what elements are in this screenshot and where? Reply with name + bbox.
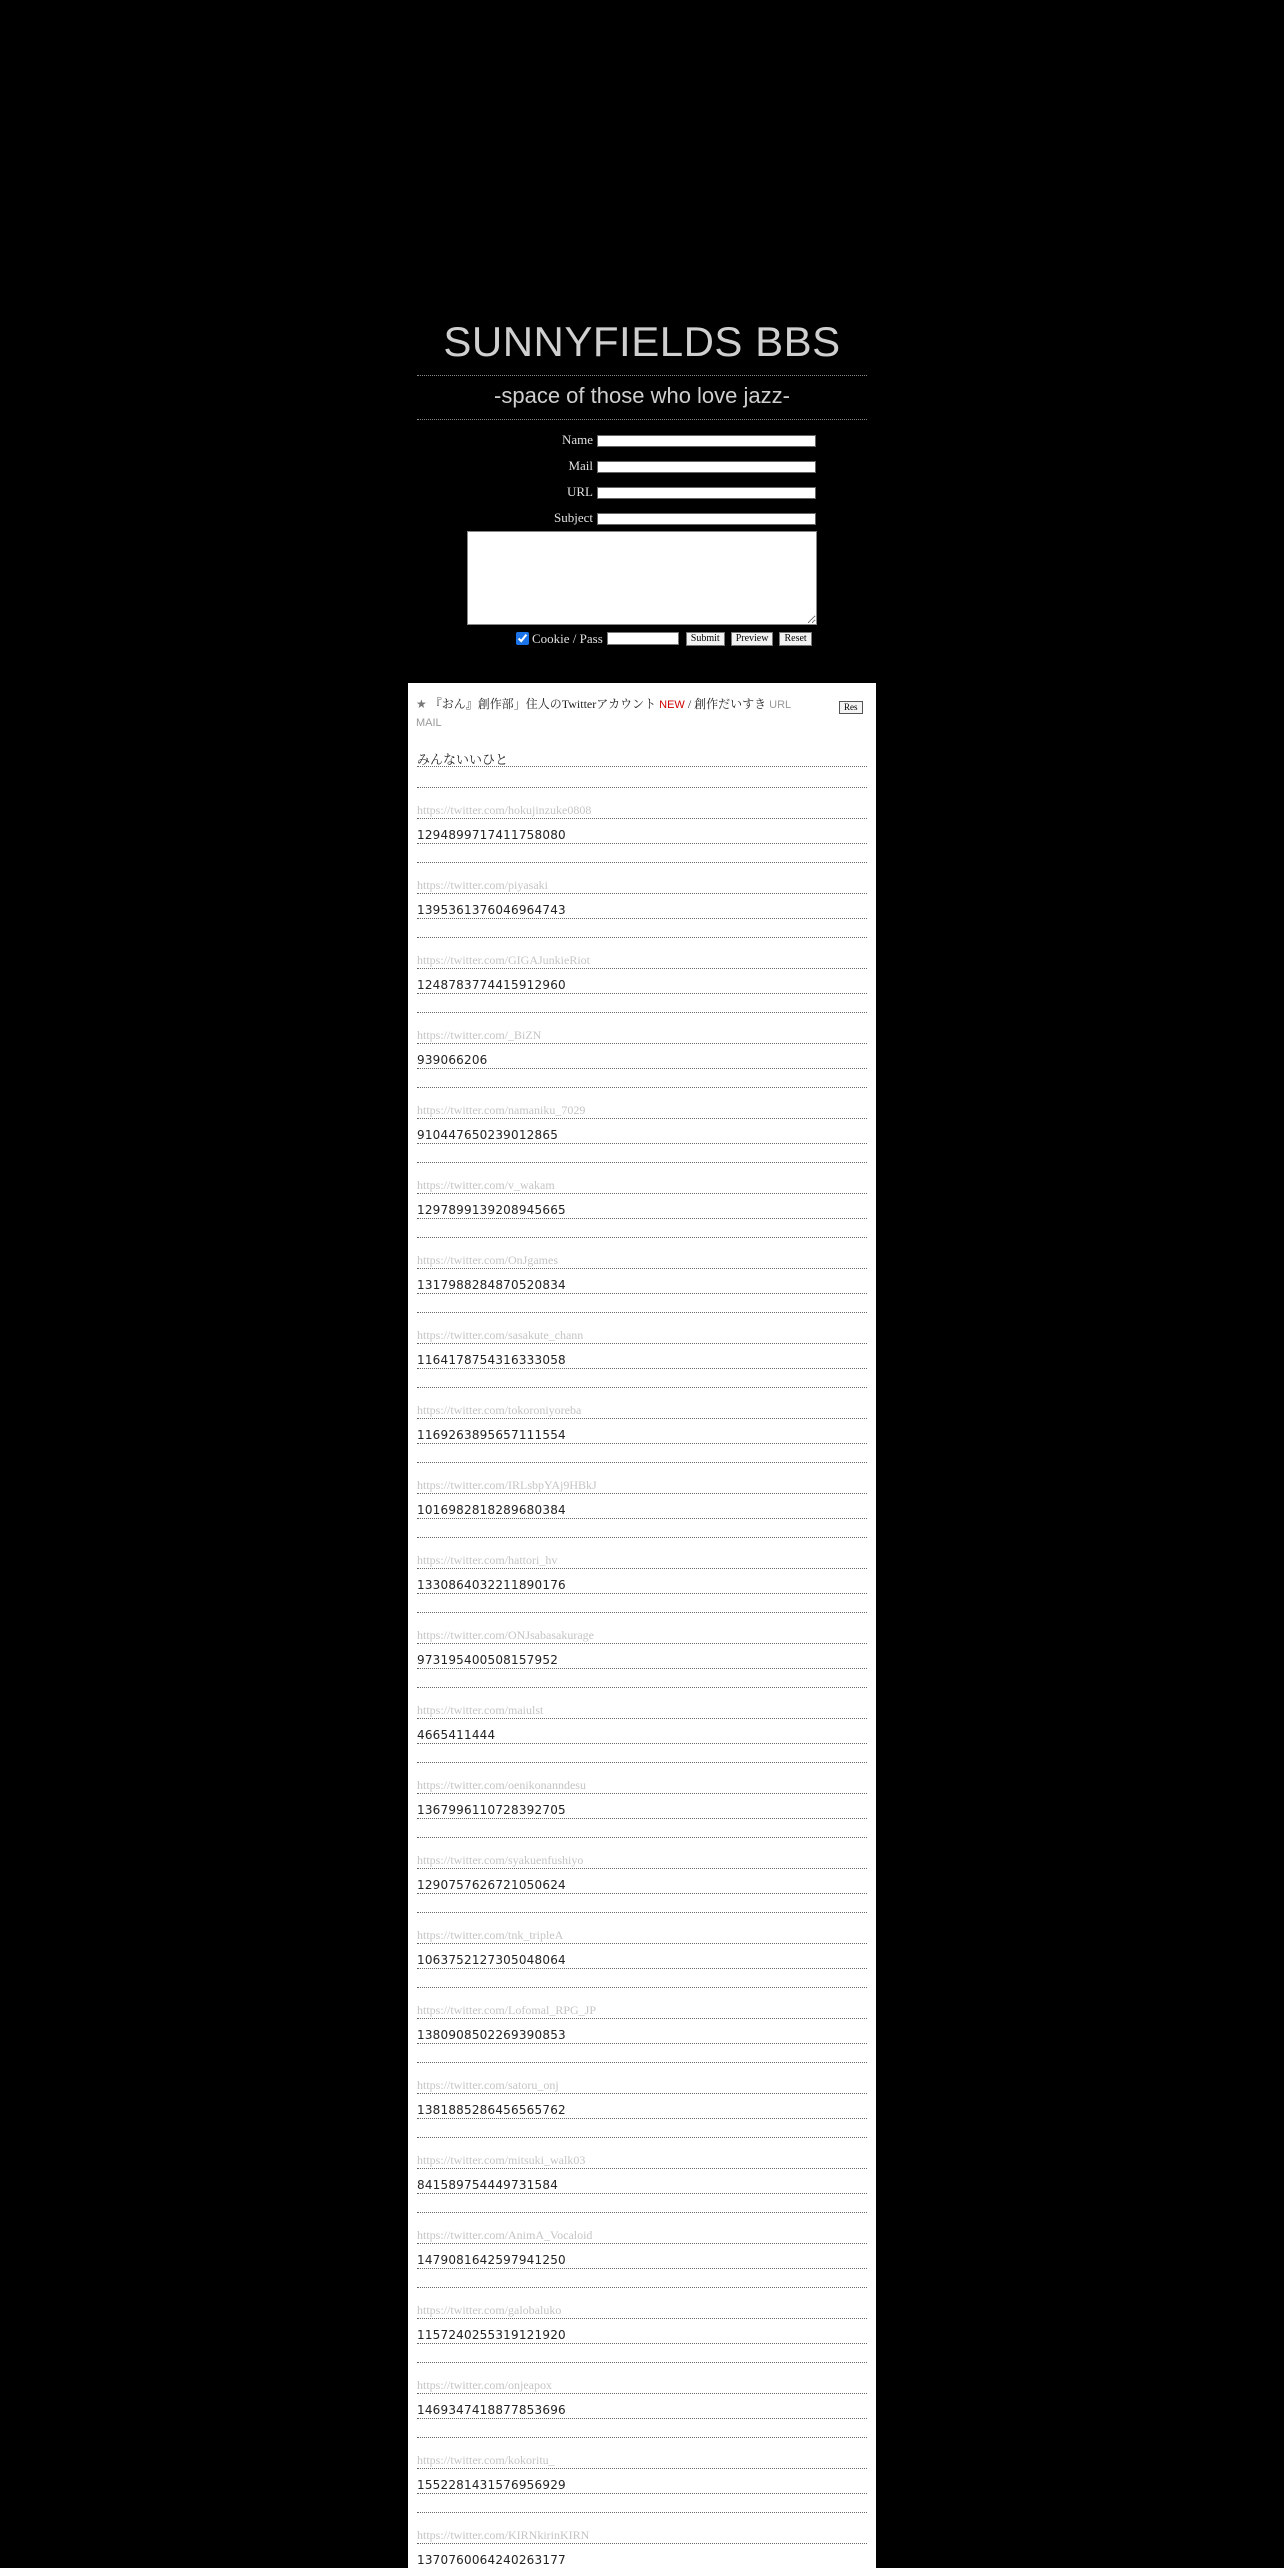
twitter-id: 973195400508157952 <box>417 1653 867 1669</box>
twitter-id: 1248783774415912960 <box>417 978 867 994</box>
twitter-id: 910447650239012865 <box>417 1128 867 1144</box>
reset-button[interactable]: Reset <box>779 632 811 646</box>
twitter-url[interactable]: https://twitter.com/namaniku_7029 <box>417 1103 867 1119</box>
name-label: Name <box>561 432 593 447</box>
divider <box>417 375 867 376</box>
twitter-id: 1297899139208945665 <box>417 1203 867 1219</box>
twitter-url[interactable]: https://twitter.com/hokujinzuke0808 <box>417 803 867 819</box>
blank-line <box>417 1536 867 1538</box>
blank-line <box>417 1161 867 1163</box>
twitter-url[interactable]: https://twitter.com/tnk_tripleA <box>417 1928 867 1944</box>
blank-line <box>417 2361 867 2363</box>
url-label: URL <box>567 484 593 499</box>
blank-line <box>417 1461 867 1463</box>
twitter-url[interactable]: https://twitter.com/_BiZN <box>417 1028 867 1044</box>
twitter-id: 4665411444 <box>417 1728 867 1744</box>
message-textarea[interactable] <box>467 531 817 625</box>
twitter-id: 1157240255319121920 <box>417 2328 867 2344</box>
twitter-id: 1381885286456565762 <box>417 2103 867 2119</box>
mail-label: Mail <box>568 458 593 473</box>
subject-label: Subject <box>554 510 593 525</box>
twitter-id: 1380908502269390853 <box>417 2028 867 2044</box>
twitter-url[interactable]: https://twitter.com/syakuenfushiyo <box>417 1853 867 1869</box>
blank-line <box>417 2511 867 2513</box>
blank-line <box>417 861 867 863</box>
twitter-url[interactable]: https://twitter.com/KIRNkirinKIRN <box>417 2528 867 2544</box>
blank-line <box>417 2286 867 2288</box>
twitter-id: 1169263895657111554 <box>417 1428 867 1444</box>
blank-line <box>417 936 867 938</box>
blank-line <box>417 1386 867 1388</box>
cookie-pass-label: Cookie / Pass <box>532 630 603 646</box>
url-link[interactable]: URL <box>769 699 792 711</box>
twitter-url[interactable]: https://twitter.com/mitsuki_walk03 <box>417 2153 867 2169</box>
twitter-id: 1552281431576956929 <box>417 2478 867 2494</box>
divider <box>417 419 867 420</box>
cookie-checkbox[interactable] <box>516 632 529 645</box>
twitter-url[interactable]: https://twitter.com/ONJsabasakurage <box>417 1628 867 1644</box>
twitter-id: 1330864032211890176 <box>417 1578 867 1594</box>
name-input[interactable] <box>597 435 816 447</box>
thread-author: 創作だいすき <box>694 697 767 711</box>
twitter-id: 1395361376046964743 <box>417 903 867 919</box>
twitter-id: 1294899717411758080 <box>417 828 867 844</box>
blank-line <box>417 1686 867 1688</box>
twitter-url[interactable]: https://twitter.com/sasakute_chann <box>417 1328 867 1344</box>
site-title: SUNNYFIELDS BBS <box>443 318 841 365</box>
thread-panel <box>408 683 876 2568</box>
star-icon: ★ <box>416 697 427 711</box>
thread-title: 『おん』創作部」住人のTwitterアカウント <box>429 697 657 711</box>
blank-line <box>417 1761 867 1763</box>
twitter-id: 939066206 <box>417 1053 867 1069</box>
pass-input[interactable] <box>607 632 679 645</box>
twitter-id: 1016982818289680384 <box>417 1503 867 1519</box>
twitter-url[interactable]: https://twitter.com/kokoritu_ <box>417 2453 867 2469</box>
thread-header <box>416 696 866 732</box>
preview-button[interactable]: Preview <box>731 632 774 646</box>
twitter-url[interactable]: https://twitter.com/piyasaki <box>417 878 867 894</box>
blank-line <box>417 1311 867 1313</box>
twitter-url[interactable]: https://twitter.com/OnJgames <box>417 1253 867 1269</box>
twitter-id: 1367996110728392705 <box>417 1803 867 1819</box>
blank-line <box>417 1011 867 1013</box>
mail-link[interactable]: MAIL <box>416 717 442 729</box>
separator: / <box>687 697 692 711</box>
url-input[interactable] <box>597 487 816 499</box>
twitter-id: 1290757626721050624 <box>417 1878 867 1894</box>
blank-line <box>417 1611 867 1613</box>
submit-row <box>516 630 818 647</box>
twitter-url[interactable]: https://twitter.com/AnimA_Vocaloid <box>417 2228 867 2244</box>
blank-line <box>417 1236 867 1238</box>
twitter-url[interactable]: https://twitter.com/galobaluko <box>417 2303 867 2319</box>
twitter-url[interactable]: https://twitter.com/IRLsbpYAj9HBkJ <box>417 1478 867 1494</box>
twitter-url[interactable]: https://twitter.com/tokoroniyoreba <box>417 1403 867 1419</box>
twitter-id: 1317988284870520834 <box>417 1278 867 1294</box>
twitter-url[interactable]: https://twitter.com/maiulst <box>417 1703 867 1719</box>
mail-input[interactable] <box>597 461 816 473</box>
blank-line <box>417 1086 867 1088</box>
blank-line <box>417 2136 867 2138</box>
message-first-line: みんないいひと <box>417 749 867 767</box>
twitter-id: 841589754449731584 <box>417 2178 867 2194</box>
twitter-id: 1370760064240263177 <box>417 2553 867 2568</box>
new-badge: NEW <box>659 699 685 711</box>
twitter-id: 1164178754316333058 <box>417 1353 867 1369</box>
twitter-url[interactable]: https://twitter.com/GIGAJunkieRiot <box>417 953 867 969</box>
twitter-url[interactable]: https://twitter.com/onjeapox <box>417 2378 867 2394</box>
blank-line <box>417 2211 867 2213</box>
subject-input[interactable] <box>597 513 816 525</box>
twitter-id: 1469347418877853696 <box>417 2403 867 2419</box>
submit-button[interactable]: Submit <box>686 632 725 646</box>
blank-line <box>417 2436 867 2438</box>
twitter-url[interactable]: https://twitter.com/satoru_onj <box>417 2078 867 2094</box>
twitter-url[interactable]: https://twitter.com/Lofomal_RPG_JP <box>417 2003 867 2019</box>
blank-line <box>417 1836 867 1838</box>
twitter-url[interactable]: https://twitter.com/v_wakam <box>417 1178 867 1194</box>
twitter-id: 1479081642597941250 <box>417 2253 867 2269</box>
twitter-url[interactable]: https://twitter.com/oenikonanndesu <box>417 1778 867 1794</box>
blank-line <box>417 2061 867 2063</box>
twitter-url[interactable]: https://twitter.com/hattori_hv <box>417 1553 867 1569</box>
site-subtitle: -space of those who love jazz- <box>494 383 790 408</box>
blank-line <box>417 786 867 788</box>
res-button[interactable]: Res <box>839 701 863 714</box>
blank-line <box>417 1986 867 1988</box>
twitter-id: 1063752127305048064 <box>417 1953 867 1969</box>
blank-line <box>417 1911 867 1913</box>
